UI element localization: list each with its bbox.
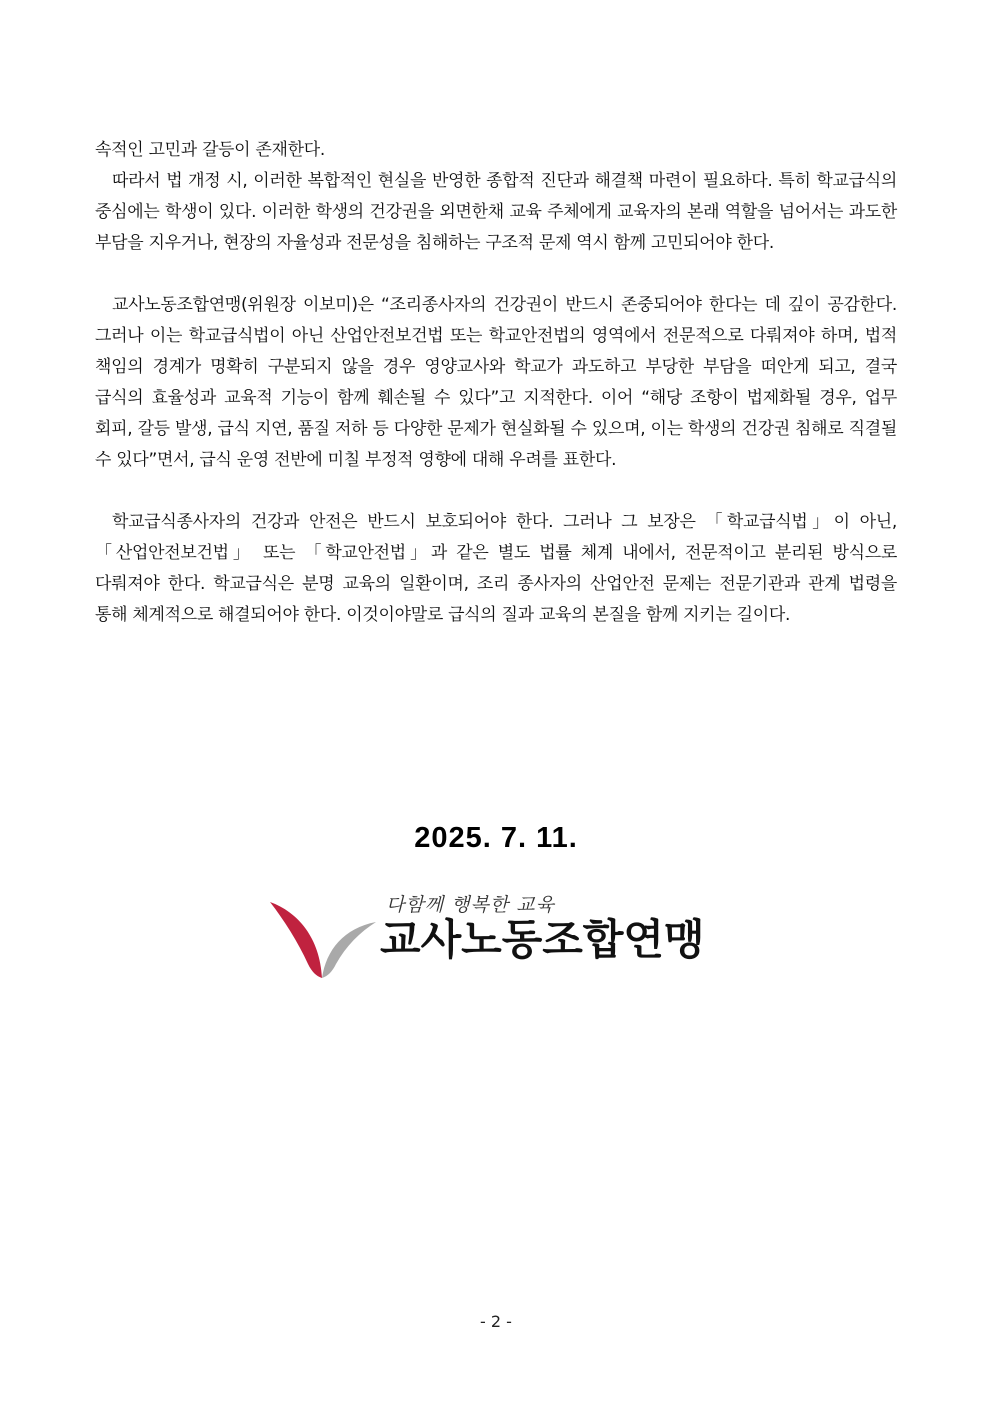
leaf-swoosh-icon [268,898,380,980]
red-leaf-shape [270,902,322,978]
union-logo [268,890,728,980]
release-date: 2025. 7. 11. [414,822,578,854]
paragraph-law-revision: 따라서 법 개정 시, 이러한 복합적인 현실을 반영한 종합적 진단과 해결책 마련이 필요하다. 특히 학교급식의 중심에는 학생이 있다. 이러한 학생의 건강권을 외면한채 교육 주체에게 교육자의 본래 역할을 넘어서는 과도한 부담을 지우거나, 현장의 자율성과 전문성을 침해하는 구조적 문제 역시 함께 고민되어야 한다. [95,171,897,253]
gray-leaf-shape [322,922,376,978]
paragraph-union-statement: 교사노동조합연맹(위원장 이보미)은 “조리종사자의 건강권이 반드시 존중되어야 한다는 데 깊이 공감한다. 그러나 이는 학교급식법이 아닌 산업안전보건법 또는 학교안전법의 영역에서 전문적으로 다뤄져야 하며, 법적 책임의 경계가 명확히 구분되지 않을 경우 영양교사와 학교가 과도하고 부당한 부담을 떠안게 되고, 결국 급식의 효율성과 교육적 기능이 함께 훼손될 수 있다”고 지적한다. 이어 “해당 조항이 법제화될 경우, 업무 회피, 갈등 발생, 급식 지연, 품질 저하 등 다양한 문제가 현실화될 수 있으며, 이는 학생의 건강권 침해로 직결될 수 있다”면서, 급식 운영 전반에 미칠 부정적 영향에 대해 우려를 표한다. [95,295,897,470]
paragraph-conclusion: 학교급식종사자의 건강과 안전은 반드시 보호되어야 한다. 그러나 그 보장은 「학교급식법」이 아닌, 「산업안전보건법」 또는 「학교안전법」과 같은 별도 법률 체계 내에서, 전문적이고 분리된 방식으로 다뤄져야 한다. 학교급식은 분명 교육의 일환이며, 조리 종사자의 산업안전 문제는 전문기관과 관계 법령을 통해 체계적으로 해결되어야 한다. 이것이야말로 급식의 질과 교육의 본질을 함께 지키는 길이다. [95,512,897,625]
press-release-body [95,135,897,631]
logo-slogan: 다함께 행복한 교육 [386,894,555,916]
paragraph-continued: 속적인 고민과 갈등이 존재한다. [95,140,326,160]
logo-organization-name: 교사노동조합연맹 [380,915,705,964]
page-number: - 2 - [480,1312,512,1331]
paragraph-gap [95,476,897,507]
paragraph-gap [95,259,897,290]
